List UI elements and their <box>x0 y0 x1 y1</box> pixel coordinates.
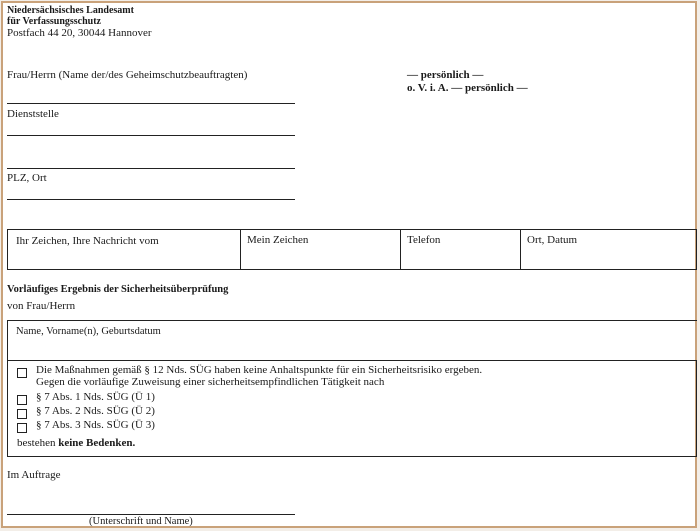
reference-your-sign-label: Ihr Zeichen, Ihre Nachricht vom <box>16 235 159 247</box>
closing-emphasis: keine Bedenken. <box>58 437 136 449</box>
option-ue2-checkbox[interactable] <box>17 409 27 419</box>
recipient-zip-line[interactable] <box>7 199 295 200</box>
option-ue3-label: § 7 Abs. 3 Nds. SÜG (Ü 3) <box>36 419 155 431</box>
option-ue1-checkbox[interactable] <box>17 395 27 405</box>
option-ue2-label: § 7 Abs. 2 Nds. SÜG (Ü 2) <box>36 405 155 417</box>
option-ue3-checkbox[interactable] <box>17 423 27 433</box>
measures-text-line2: Gegen die vorläufige Zuweisung einer sicherheitsempfindlichen Tätigkeit nach <box>36 376 385 388</box>
recipient-office-line[interactable] <box>7 135 295 136</box>
document-page <box>1 1 697 528</box>
result-subtitle: von Frau/Herrn <box>7 300 76 312</box>
recipient-zip-label: PLZ, Ort <box>7 172 47 184</box>
measures-checkbox[interactable] <box>17 368 27 378</box>
sender-address: Postfach 44 20, 30044 Hannover <box>7 27 152 39</box>
signature-caption: (Unterschrift und Name) <box>89 516 193 527</box>
reference-my-sign-label: Mein Zeichen <box>247 234 309 246</box>
personal-marking: — persönlich — <box>407 69 484 81</box>
recipient-office-label: Dienststelle <box>7 108 59 120</box>
recipient-name-line[interactable] <box>7 103 295 104</box>
reference-divider-2 <box>400 230 401 269</box>
option-ue1-label: § 7 Abs. 1 Nds. SÜG (Ü 1) <box>36 391 155 403</box>
by-order-label: Im Auftrage <box>7 469 61 481</box>
recipient-extra-line[interactable] <box>7 168 295 169</box>
closing-prefix: bestehen <box>17 437 59 449</box>
sender-name-line2: für Verfassungsschutz <box>7 16 101 27</box>
reference-place-date-label: Ort, Datum <box>527 234 578 246</box>
signature-line[interactable] <box>7 514 295 515</box>
person-label: Name, Vorname(n), Geburtsdatum <box>16 326 161 337</box>
reference-row <box>7 229 697 270</box>
result-title: Vorläufiges Ergebnis der Sicherheitsüberprüfung <box>7 284 229 295</box>
recipient-name-label: Frau/Herrn (Name der/des Geheimschutzbeauftragten) <box>7 69 248 81</box>
reference-divider-3 <box>520 230 521 269</box>
reference-divider-1 <box>240 230 241 269</box>
sender-name-line1: Niedersächsisches Landesamt <box>7 5 134 16</box>
person-box[interactable] <box>7 320 697 361</box>
closing-statement <box>17 437 135 449</box>
measures-text-line1: Die Maßnahmen gemäß § 12 Nds. SÜG haben keine Anhaltspunkte für ein Sicherheitsrisiko ergeben. <box>36 364 483 376</box>
assessment-box <box>7 360 697 457</box>
reference-phone-label: Telefon <box>407 234 441 246</box>
personal-oVIA-marking: o. V. i. A. — persönlich — <box>407 82 528 94</box>
